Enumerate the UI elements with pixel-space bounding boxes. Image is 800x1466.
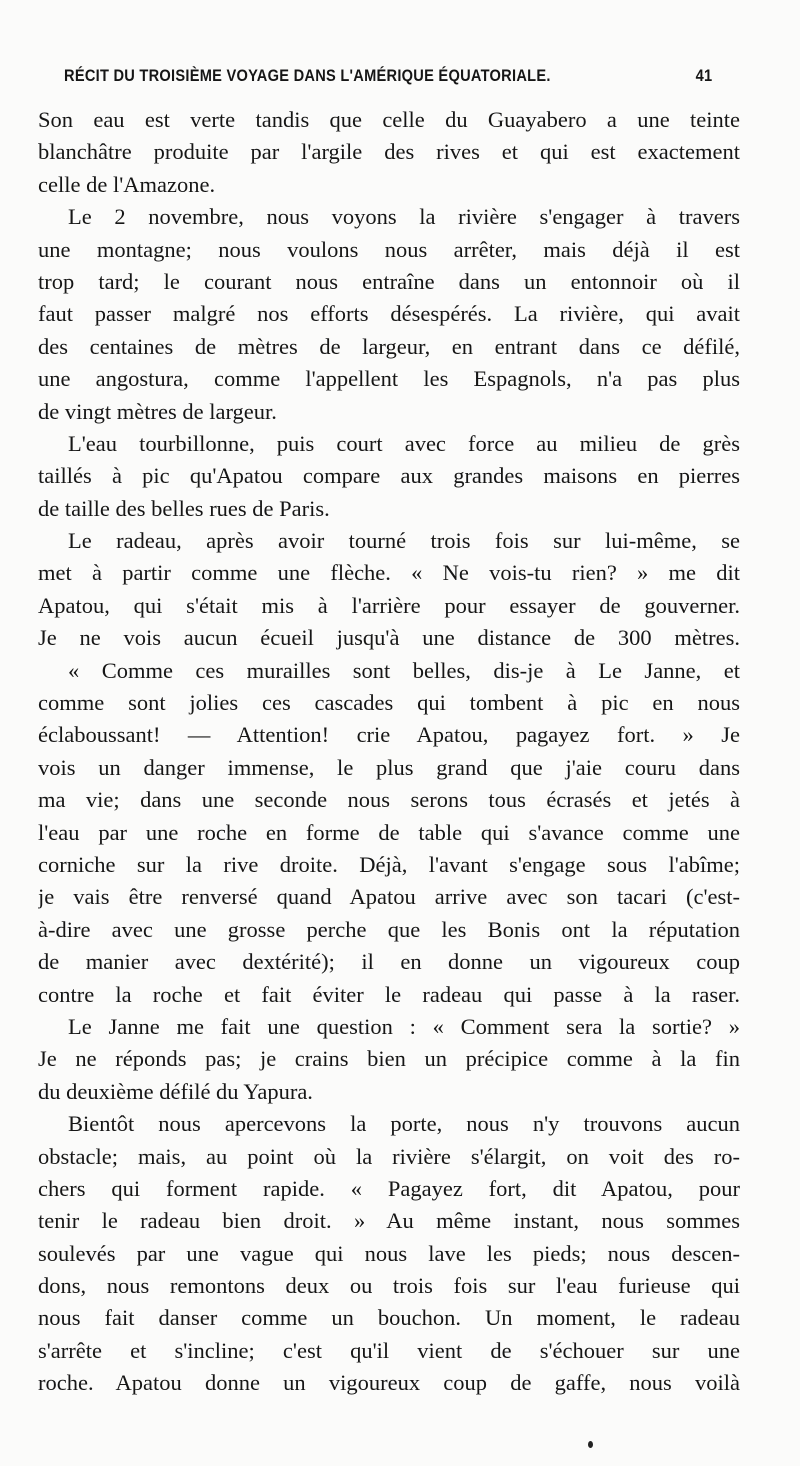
text-line: des centaines de mètres de largeur, en entrant dans ce défilé, [38, 333, 740, 359]
text-line: vois un danger immense, le plus grand que j'aie couru dans [38, 754, 740, 780]
text-line: soulevés par une vague qui nous lave les pieds; nous descen- [38, 1240, 740, 1266]
text-line: trop tard; le courant nous entraîne dans un entonnoir où il [38, 268, 740, 294]
text-line: faut passer malgré nos efforts désespérés. La rivière, qui avait [38, 301, 740, 327]
text-line: chers qui forment rapide. « Pagayez fort, dit Apatou, pour [38, 1175, 740, 1201]
text-line: met à partir comme une flèche. « Ne vois-tu rien? » me dit [38, 560, 740, 586]
text-line: à-dire avec une grosse perche que les Bonis ont la réputation [38, 916, 740, 942]
running-title: RÉCIT DU TROISIÈME VOYAGE DANS L'AMÉRIQUE ÉQUATORIALE. [64, 66, 551, 85]
text-line: éclaboussant! — Attention! crie Apatou, pagayez fort. » Je [38, 722, 740, 748]
text-line: blanchâtre produite par l'argile des rives et qui est exactement [38, 139, 740, 165]
text-line: nous fait danser comme un bouchon. Un moment, le radeau [38, 1305, 740, 1331]
body-text [38, 104, 740, 1400]
text-line: de vingt mètres de largeur. [38, 398, 277, 424]
text-line: l'eau par une roche en forme de table qui s'avance comme une [38, 819, 740, 845]
text-line: taillés à pic qu'Apatou compare aux grandes maisons en pierres [38, 463, 740, 489]
text-line: une montagne; nous voulons nous arrêter, mais déjà il est [38, 236, 740, 262]
ink-speck [588, 1441, 593, 1448]
text-line: comme sont jolies ces cascades qui tombent à pic en nous [38, 690, 740, 716]
text-line: obstacle; mais, au point où la rivière s'élargit, on voit des ro- [38, 1143, 740, 1169]
text-line: s'arrête et s'incline; c'est qu'il vient de s'échouer sur une [38, 1337, 740, 1363]
text-line: « Comme ces murailles sont belles, dis-je à Le Janne, et [68, 657, 740, 683]
text-line: de taille des belles rues de Paris. [38, 495, 330, 521]
text-line: ma vie; dans une seconde nous serons tous écrasés et jetés à [38, 787, 740, 813]
text-line: de manier avec dextérité); il en donne un vigoureux coup [38, 949, 740, 975]
text-line: Apatou, qui s'était mis à l'arrière pour essayer de gouverner. [38, 592, 740, 618]
text-line: Son eau est verte tandis que celle du Guayabero a une teinte [38, 107, 740, 132]
text-line: contre la roche et fait éviter le radeau qui passe à la raser. [38, 981, 740, 1007]
text-line: roche. Apatou donne un vigoureux coup de gaffe, nous voilà [38, 1370, 740, 1396]
text-line: Je ne vois aucun écueil jusqu'à une distance de 300 mètres. [38, 625, 740, 651]
running-head [64, 66, 714, 94]
text-line: Le Janne me fait une question : « Comment sera la sortie? » [68, 1013, 740, 1039]
text-line: L'eau tourbillonne, puis court avec force au milieu de grès [68, 430, 740, 456]
text-line: je vais être renversé quand Apatou arrive avec son tacari (c'est- [38, 884, 740, 910]
page-number: 41 [695, 66, 713, 85]
text-line: Bientôt nous apercevons la porte, nous n'y trouvons aucun [68, 1111, 740, 1137]
text-line: une angostura, comme l'appellent les Espagnols, n'a pas plus [38, 366, 740, 392]
text-line: celle de l'Amazone. [38, 171, 216, 197]
text-line: Le 2 novembre, nous voyons la rivière s'engager à travers [68, 204, 740, 230]
text-line: dons, nous remontons deux ou trois fois sur l'eau furieuse qui [38, 1273, 740, 1299]
text-line: tenir le radeau bien droit. » Au même instant, nous sommes [38, 1208, 740, 1234]
text-line: Le radeau, après avoir tourné trois fois sur lui-même, se [68, 528, 740, 554]
text-line: du deuxième défilé du Yapura. [38, 1078, 313, 1104]
text-line: Je ne réponds pas; je crains bien un précipice comme à la fin [38, 1046, 740, 1072]
text-line: corniche sur la rive droite. Déjà, l'avant s'engage sous l'abîme; [38, 851, 740, 877]
